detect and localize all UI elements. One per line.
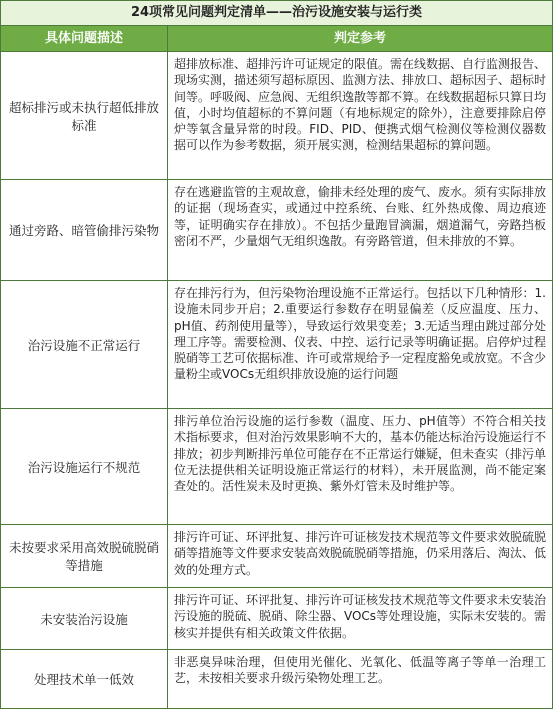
judgement-reference: 非恶臭异味治理，但使用光催化、光氧化、低温等离子等单一治理工艺，未按相关要求升级污染物处理工艺。	[174, 655, 546, 686]
problem-description: 治污设施运行不规范	[1, 409, 168, 524]
problem-description: 未安装治污设施	[1, 588, 168, 649]
problem-description: 通过旁路、暗管偷排污染物	[1, 180, 168, 280]
judgement-reference: 存在排污行为，但污染物治理设施不正常运行。包括以下几种情形：1.设施未同步开启；2.重要运行参数存在明显偏差（反应温度、压力、pH值、药剂使用量等），导致运行效果变差；3.无适当理由跳过部分处理工序等。需要检测、仪表、中控、运行记录等明确证据。启停炉过程脱硝等工艺可依据标准、许可或常规给予一定程度豁免或放宽。不含少量粉尘或VOCs无组织排放设施的运行问题	[174, 286, 547, 382]
table-row	[1, 525, 552, 588]
header-reference: 判定参考	[333, 31, 386, 46]
table-row	[1, 650, 552, 708]
problem-description: 未按要求采用高效脱硫脱硝等措施	[1, 525, 168, 587]
table-row	[1, 52, 552, 180]
judgement-reference: 排污许可证、环评批复、排污许可证核发技术规范等文件要求效脱硫脱硝等措施等文件要求安装高效脱硫脱硝等措施，仍采用落后、淘汰、低效的处理方式。	[174, 530, 547, 577]
table-row	[1, 588, 552, 650]
judgement-reference: 存在逃避监管的主观故意，偷排未经处理的废气、废水。须有实际排放的证据（现场查实，或通过中控系统、台账、红外热成像、周边痕迹等，证明确实存在排放）。不包括少量跑冒滴漏，烟道漏气，旁路挡板密闭不严，少量烟气无组织逸散。有旁路管道，但未排放的不算。	[174, 185, 547, 248]
judgement-reference: 排污单位治污设施的运行参数（温度、压力、pH值等）不符合相关技术指标要求，但对治污效果影响不大的，基本仍能达标治污设施运行不 排放；初步判断排污单位可能存在不正常运行嫌疑，但未查实（排污单位无法提供相关证明设施正常运行的材料），未开展监测，尚不能定案查处的。活性炭未及时更换、紫外灯管未及时维护等。	[174, 414, 547, 494]
problem-description: 处理技术单一低效	[1, 650, 168, 708]
problem-description: 超标排污或未执行超低排放标准	[1, 52, 168, 179]
judgement-reference: 排污许可证、环评批复、排污许可证核发技术规范等文件要求未安装治污设施的脱硫、脱硝、除尘器、VOCs等处理设施，实际未安装的。需核实并提供有相关政策文件依据。	[174, 593, 547, 640]
table-title: 24项常见问题判定清单——治污设施安装与运行类	[1, 1, 552, 26]
table-header	[1, 26, 552, 52]
table-row	[1, 281, 552, 409]
judgement-reference: 超排放标准、超排污许可证规定的限值。需在线数据、自行监测报告、现场实测，描述须写超标原因、监测方法、排放口、超标因子、超标时间等。呼吸阀、应急阀、无组织逸散等都不算。在线数据超标只算日均值，小时均值超标的不算问题（有地标规定的除外），注意要排除启停炉等氧含量异常的时段。FID、PID、便携式烟气检测仪等检测仪器数据可以作为参考数据，须开展实测，检测结果超标的算问题。	[174, 57, 547, 153]
problem-description: 治污设施不正常运行	[1, 281, 168, 408]
table-row	[1, 180, 552, 281]
table-row	[1, 409, 552, 525]
header-description: 具体问题描述	[1, 26, 168, 51]
